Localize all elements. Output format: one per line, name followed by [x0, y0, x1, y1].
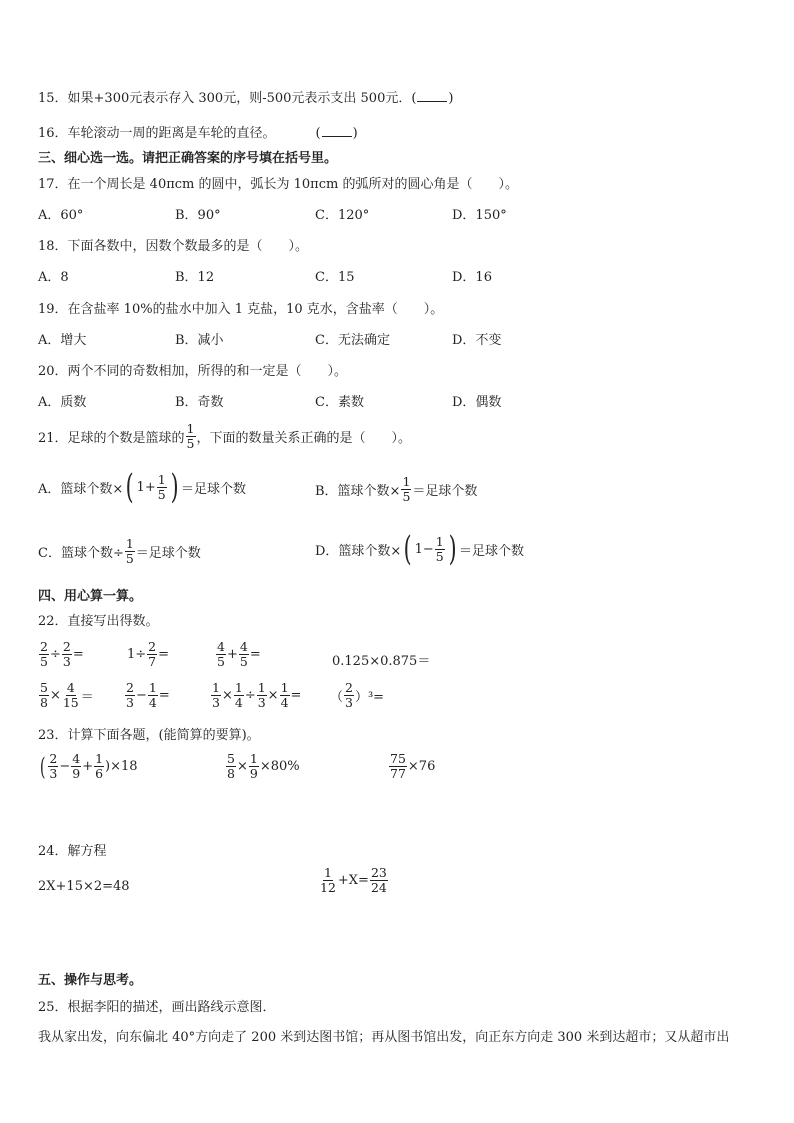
question-16-text: 16．车轮滚动一周的距离是车轮的直径。	[38, 126, 276, 141]
expr-23a: ( $\frac{2}{3}$ − $\frac{4}{9}$ + $\frac{1}{6}$ )×18	[39, 751, 138, 781]
expr-4: 0.125×0.875＝	[332, 654, 431, 669]
question-25: 25．根据李阳的描述，画出路线示意图．	[38, 1000, 276, 1015]
question-25-description: 我从家出发，向东偏北 40°方向走了 200 米到达图书馆；再从图书馆出发，向正东方向走 300 米到达超市；又从超市出	[38, 1030, 730, 1045]
question-23: 23．计算下面各题，(能简算的要算)。	[38, 728, 260, 743]
option-d[interactable]: D．16	[452, 270, 492, 285]
question-20: 20．两个不同的奇数相加，所得的和一定是（ ）。	[38, 364, 348, 379]
option-a[interactable]: A．质数	[38, 395, 87, 410]
option-c[interactable]: C．120°	[315, 208, 370, 223]
question-17: 17．在一个周长是 40πcm 的圆中，弧长为 10πcm 的弧所对的圆心角是（ ）。	[38, 177, 518, 192]
question-19: 19．在含盐率 10%的盐水中加入 1 克盐，10 克水，含盐率（ ）。	[38, 302, 444, 317]
expr-23c: $\frac{75}{77}$ ×76	[390, 751, 436, 781]
question-18: 18．下面各数中，因数个数最多的是（ ）。	[38, 239, 309, 254]
option-b[interactable]: B．减小	[175, 333, 224, 348]
section-3-heading: 三、细心选一选。请把正确答案的序号填在括号里。	[38, 151, 338, 166]
question-16: 16．车轮滚动一周的距离是车轮的直径。 ( )	[38, 126, 358, 141]
option-c[interactable]: C．素数	[315, 395, 364, 410]
option-b[interactable]: B．90°	[175, 208, 221, 223]
expr-1: $\frac{2}{5}$ ÷ $\frac{2}{3}$ =	[40, 639, 84, 669]
expr-5: $\frac{5}{8}$ × $\frac{4}{15}$ ＝	[40, 680, 94, 710]
equation-2: $\frac{1}{12}$ +X= $\frac{23}{24}$	[320, 865, 387, 895]
question-15-text: 15．如果+300元表示存入 300元，则-500元表示支出 500元．(	[38, 91, 417, 106]
question-15: 15．如果+300元表示存入 300元，则-500元表示支出 500元．( )	[38, 91, 454, 106]
expr-2: 1÷ $\frac{2}{7}$ =	[127, 639, 170, 669]
option-d[interactable]: D．偶数	[452, 395, 502, 410]
option-c[interactable]: C．15	[315, 270, 355, 285]
question-24: 24．解方程	[38, 844, 107, 859]
section-5-heading: 五、操作与思考。	[38, 973, 143, 988]
answer-blank[interactable]	[417, 89, 447, 102]
fraction: $\frac{1}{5}$	[186, 421, 195, 451]
option-b[interactable]: B．奇数	[175, 395, 224, 410]
option-a[interactable]: A．60°	[38, 208, 84, 223]
option-d[interactable]: D．不变	[452, 333, 502, 348]
option-a[interactable]: A．篮球个数× ( 1+ $\frac{1}{5}$ ) ＝足球个数	[38, 467, 246, 507]
option-a[interactable]: A．增大	[38, 333, 87, 348]
option-d[interactable]: D．150°	[452, 208, 507, 223]
option-d[interactable]: D．篮球个数× ( 1− $\frac{1}{5}$ ) ＝足球个数	[315, 529, 524, 569]
answer-blank[interactable]	[322, 124, 352, 137]
expr-3: $\frac{4}{5}$ + $\frac{4}{5}$ =	[217, 639, 261, 669]
option-c[interactable]: C．篮球个数÷ $\frac{1}{5}$ ＝足球个数	[38, 536, 201, 566]
option-b[interactable]: B．篮球个数× $\frac{1}{5}$ ＝足球个数	[315, 474, 478, 504]
expr-6: $\frac{2}{3}$ − $\frac{1}{4}$ =	[126, 680, 170, 710]
section-4-heading: 四、用心算一算。	[38, 589, 143, 604]
question-22: 22．直接写出得数。	[38, 614, 159, 629]
question-21: 21．足球的个数是篮球的 $\frac{1}{5}$ ，下面的数量关系正确的是（ ）。	[38, 421, 412, 451]
expr-8: （ $\frac{2}{3}$ ）³=	[330, 680, 385, 710]
equation-1: 2X+15×2=48	[38, 879, 130, 894]
expr-7: $\frac{1}{3}$ × $\frac{1}{4}$ ÷ $\frac{1}{3}$ × $\frac{1}{4}$ =	[212, 680, 302, 710]
option-a[interactable]: A．8	[38, 270, 69, 285]
expr-23b: $\frac{5}{8}$ × $\frac{1}{9}$ ×80%	[227, 751, 300, 781]
option-b[interactable]: B．12	[175, 270, 215, 285]
option-c[interactable]: C．无法确定	[315, 333, 390, 348]
